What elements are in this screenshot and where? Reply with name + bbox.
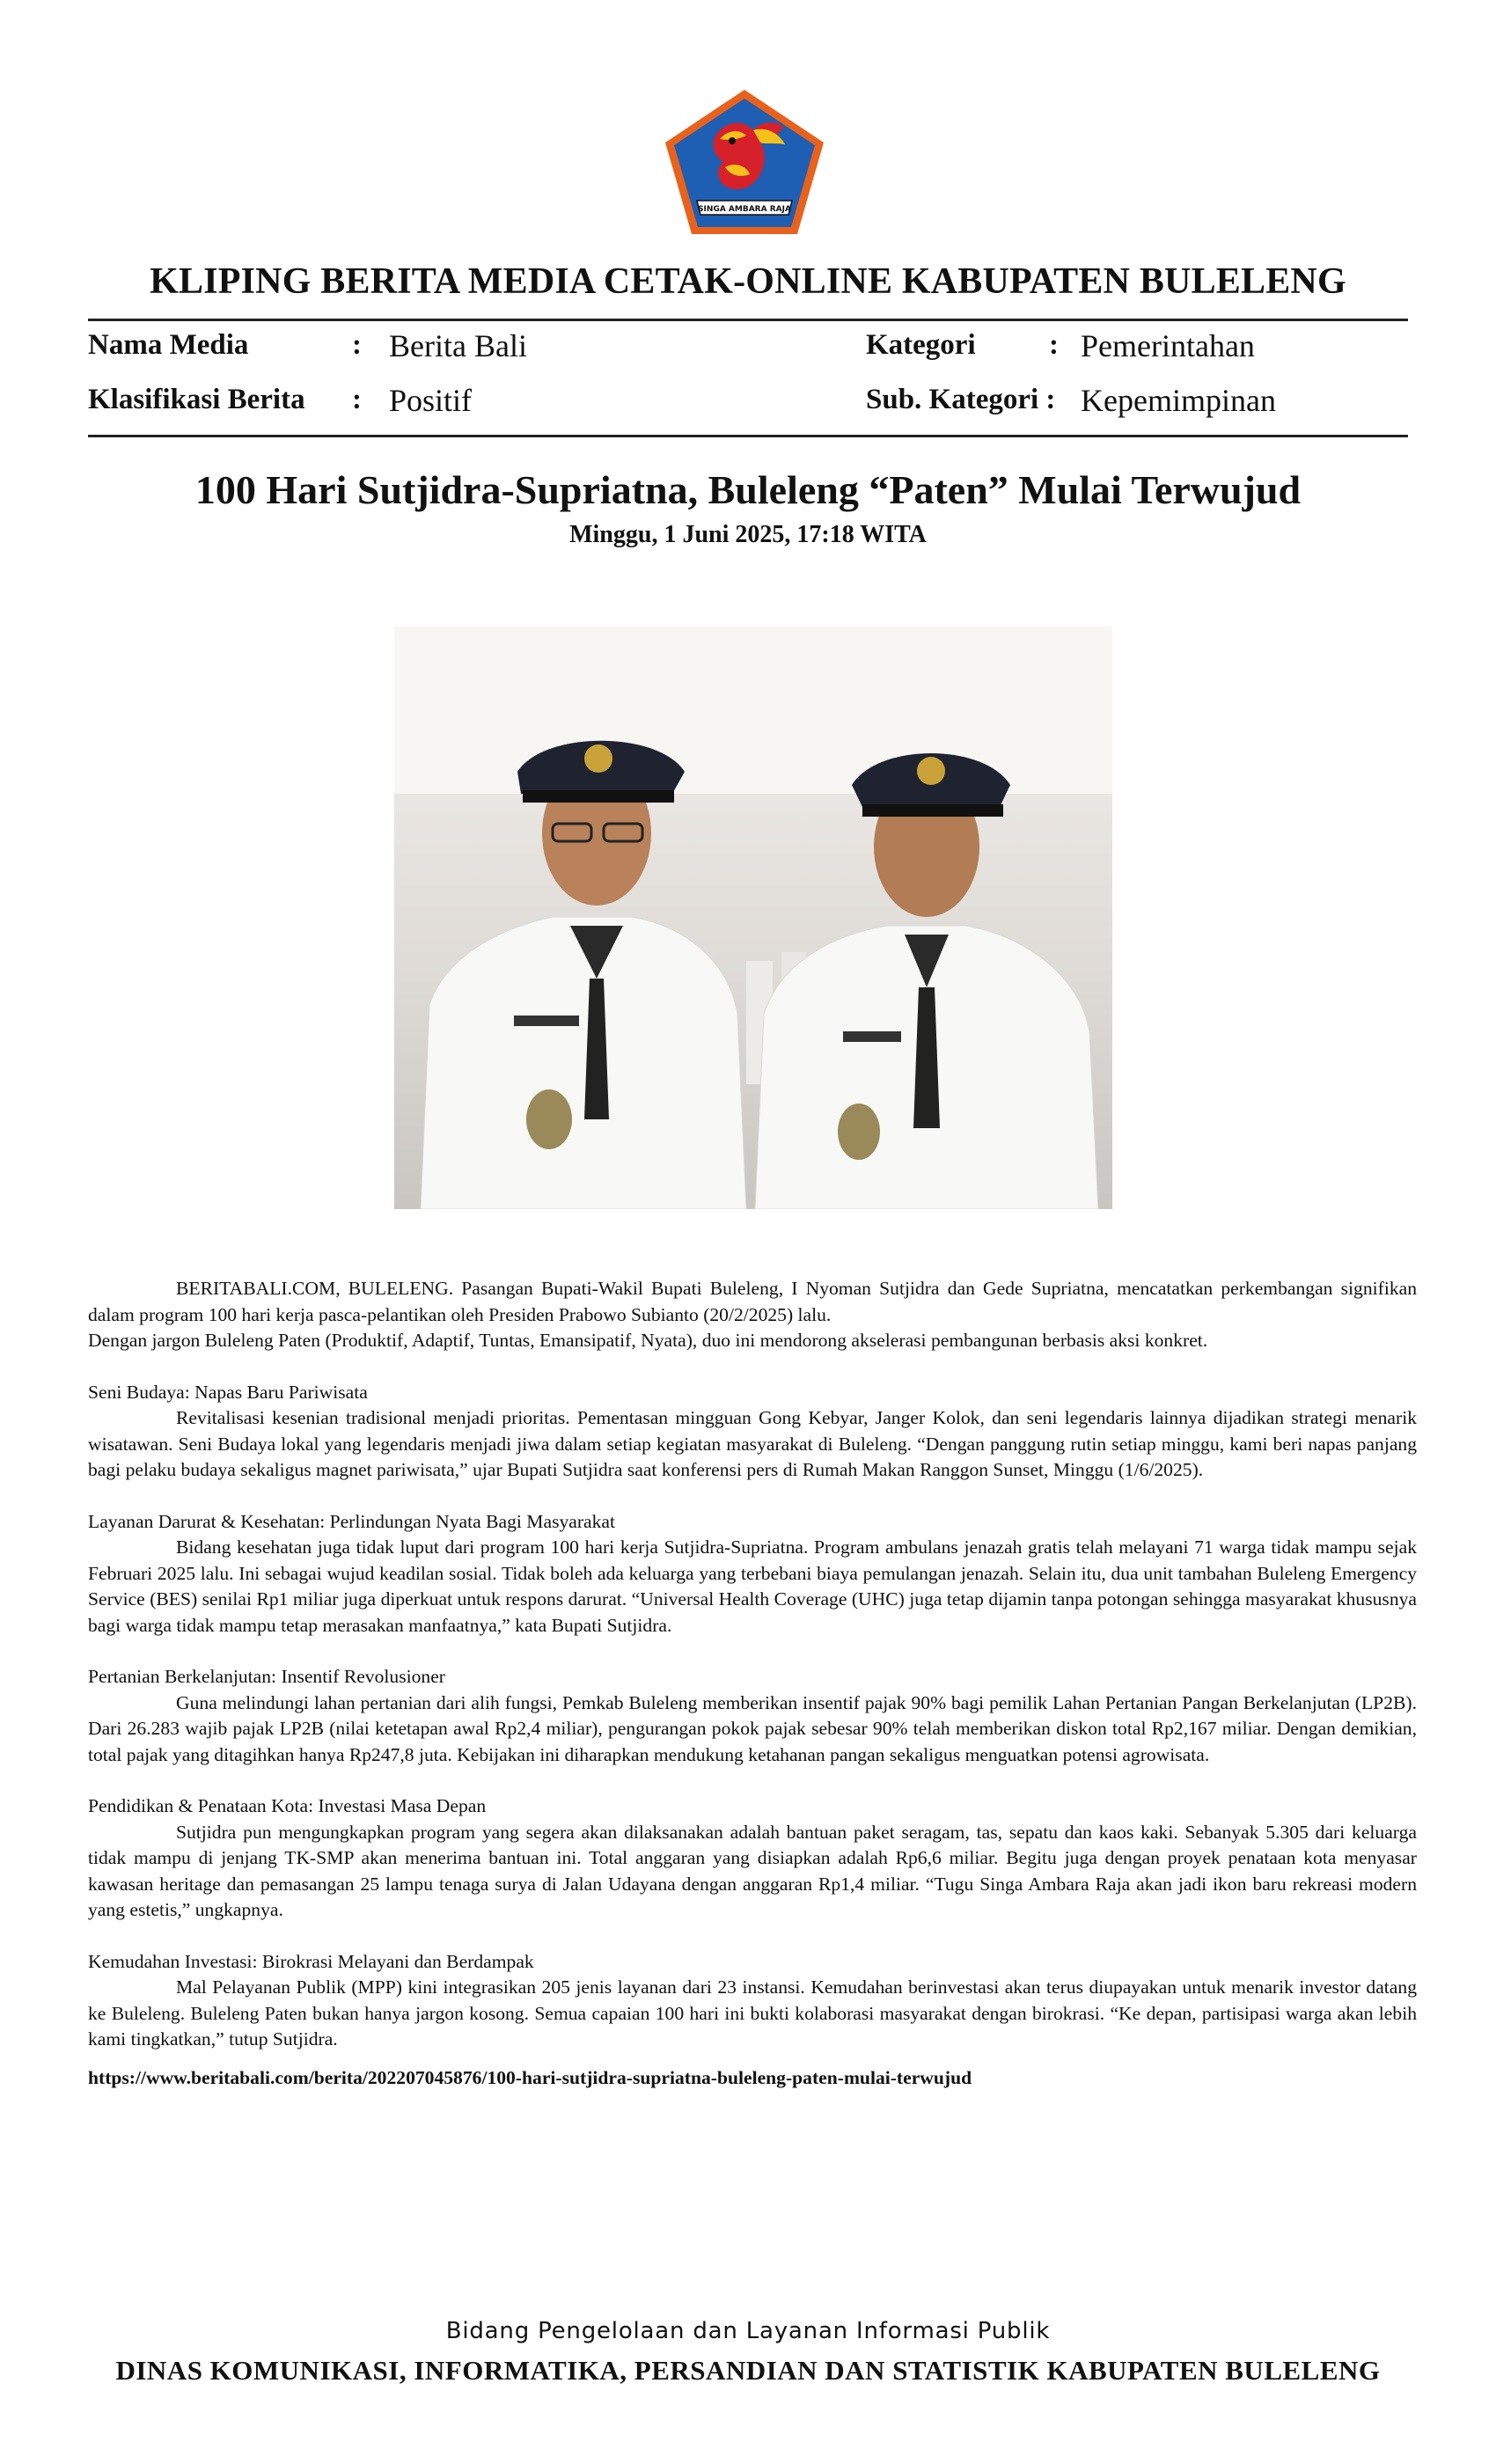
kategori-label: Kategori (866, 329, 976, 361)
buleleng-regency-logo (662, 86, 827, 238)
article-title: 100 Hari Sutjidra-Supriatna, Buleleng “Paten” Mulai Terwujud (194, 467, 1302, 512)
kategori-colon: : (1049, 329, 1059, 361)
article-date: Minggu, 1 Juni 2025, 17:18 WITA (569, 521, 927, 548)
media-colon: : (352, 329, 362, 361)
section-heading-seni-budaya: Seni Budaya: Napas Baru Pariwisata (88, 1381, 368, 1403)
clipping-header-title: KLIPING BERITA MEDIA CETAK-ONLINE KABUPATEN BULELENG (150, 261, 1346, 302)
footer-agency: DINAS KOMUNIKASI, INFORMATIKA, PERSANDIAN DAN STATISTIK KABUPATEN BULELENG (115, 2355, 1381, 2386)
section-body-seni-budaya: Revitalisasi kesenian tradisional menjadi prioritas. Pementasan mingguan Gong Kebyar, Janger Kolok, dan seni legendaris lainnya dijadikan strategi menarik wisatawan. Seni Budaya lokal yang legendaris menjadi jiwa dalam setiap kegiatan masyarakat di Buleleng. “Dengan panggung rutin setiap minggu, kami beri napas panjang bagi pelaku budaya sekaligus magnet pariwisata,” ujar Bupati Sutjidra saat konferensi pers di Rumah Makan Ranggon Sunset, Minggu (1/6/2025). (88, 1407, 1417, 1480)
section-body-pendidikan: Sutjidra pun mengungkapkan program yang segera akan dilaksanakan adalah bantuan paket seragam, tas, sepatu dan kaos kaki. Sebanyak 5.305 dari keluarga tidak mampu di jenjang TK-SMP akan menerima bantuan ini. Total anggaran yang disiapkan adalah Rp6,6 miliar. Begitu juga dengan proyek penataan kota menyasar kawasan heritage dan pemasangan 25 lampu tenaga surya di Jalan Udayana dengan anggaran Rp1,4 miliar. “Tugu Singa Ambara Raja akan jadi ikon baru rekreasi modern yang estetis,” ungkapnya. (88, 1821, 1417, 1920)
section-body-pertanian: Guna melindungi lahan pertanian dari alih fungsi, Pemkab Buleleng memberikan insentif pajak 90% bagi pemilik Lahan Pertanian Pangan Berkelanjutan (LP2B). Dari 26.283 wajib pajak LP2B (nilai ketetapan awal Rp2,4 miliar), pengurangan pokok pajak sebesar 90% telah memberikan diskon total Rp2,167 miliar. Dengan demikian, total pajak yang ditagihkan hanya Rp247,8 juta. Kebijakan ini diharapkan mendukung ketahanan pangan sekaligus menguatkan potensi agrowisata. (88, 1691, 1417, 1765)
section-heading-layanan-darurat: Layanan Darurat & Kesehatan: Perlindungan Nyata Bagi Masyarakat (88, 1510, 616, 1532)
section-heading-pertanian: Pertanian Berkelanjutan: Insentif Revolusioner (88, 1666, 445, 1687)
footer-division: Bidang Pengelolaan dan Layanan Informasi Publik (445, 2318, 1051, 2344)
header-bottom-divider (88, 435, 1408, 437)
klasifikasi-value: Positif (389, 383, 473, 418)
section-heading-investasi: Kemudahan Investasi: Birokrasi Melayani dan Berdampak (88, 1950, 534, 1972)
klasifikasi-label: Klasifikasi Berita (88, 384, 305, 415)
article-photo (394, 627, 1112, 1209)
logo-motto-text: SINGA AMBARA RAJA (698, 205, 791, 214)
subkategori-label: Sub. Kategori : (866, 384, 1056, 415)
section-body-layanan-darurat: Bidang kesehatan juga tidak luput dari program 100 hari kerja Sutjidra-Supriatna. Program ambulans jenazah gratis telah melayani 71 warga tidak mampu sejak Februari 2025 lalu. Ini sebagai wujud keadilan sosial. Tidak boleh ada keluarga yang terbebani biaya pemulangan jenazah. Selain itu, dua unit tambahan Buleleng Emergency Service (BES) senilai Rp1 miliar juga diperkuat untuk respons darurat. “Universal Health Coverage (UHC) juga tetap dijamin tanpa potongan sehingga masyarakat khususnya bagi warga tidak mampu tetap merasakan manfaatnya,” kata Bupati Sutjidra. (88, 1536, 1417, 1636)
section-body-investasi: Mal Pelayanan Publik (MPP) kini integrasikan 205 jenis layanan dari 23 instansi. Kemudahan berinvestasi akan terus diupayakan untuk menarik investor datang ke Buleleng. Buleleng Paten bukan hanya jargon kosong. Semua capaian 100 hari ini bukti kolaborasi masyarakat dengan birokrasi. “Ke depan, partisipasi warga akan lebih kami tingkatkan,” tutup Sutjidra. (88, 1976, 1417, 2050)
klasifikasi-colon: : (352, 384, 362, 415)
header-top-divider (88, 319, 1408, 321)
kategori-value: Pemerintahan (1081, 328, 1255, 363)
media-value: Berita Bali (389, 328, 527, 363)
media-label: Nama Media (88, 329, 249, 361)
intro-paragraph-2: Dengan jargon Buleleng Paten (Produktif, Adaptif, Tuntas, Emansipatif, Nyata), duo ini mendorong akselerasi pembangunan berbasis aksi konkret. (88, 1330, 1208, 1351)
intro-paragraph-1: BERITABALI.COM, BULELENG. Pasangan Bupati-Wakil Bupati Buleleng, I Nyoman Sutjidra dan Gede Supriatna, mencatatkan perkembangan signifikan dalam program 100 hari kerja pasca-pelantikan oleh Presiden Prabowo Subianto (20/2/2025) lalu. (88, 1278, 1417, 1325)
section-heading-pendidikan: Pendidikan & Penataan Kota: Investasi Masa Depan (88, 1795, 487, 1816)
subkategori-value: Kepemimpinan (1081, 383, 1276, 418)
source-url-link[interactable]: https://www.beritabali.com/berita/202207045876/100-hari-sutjidra-supriatna-buleleng-paten-mulai-terwujud (88, 2066, 972, 2088)
article-body (88, 1276, 1417, 2091)
